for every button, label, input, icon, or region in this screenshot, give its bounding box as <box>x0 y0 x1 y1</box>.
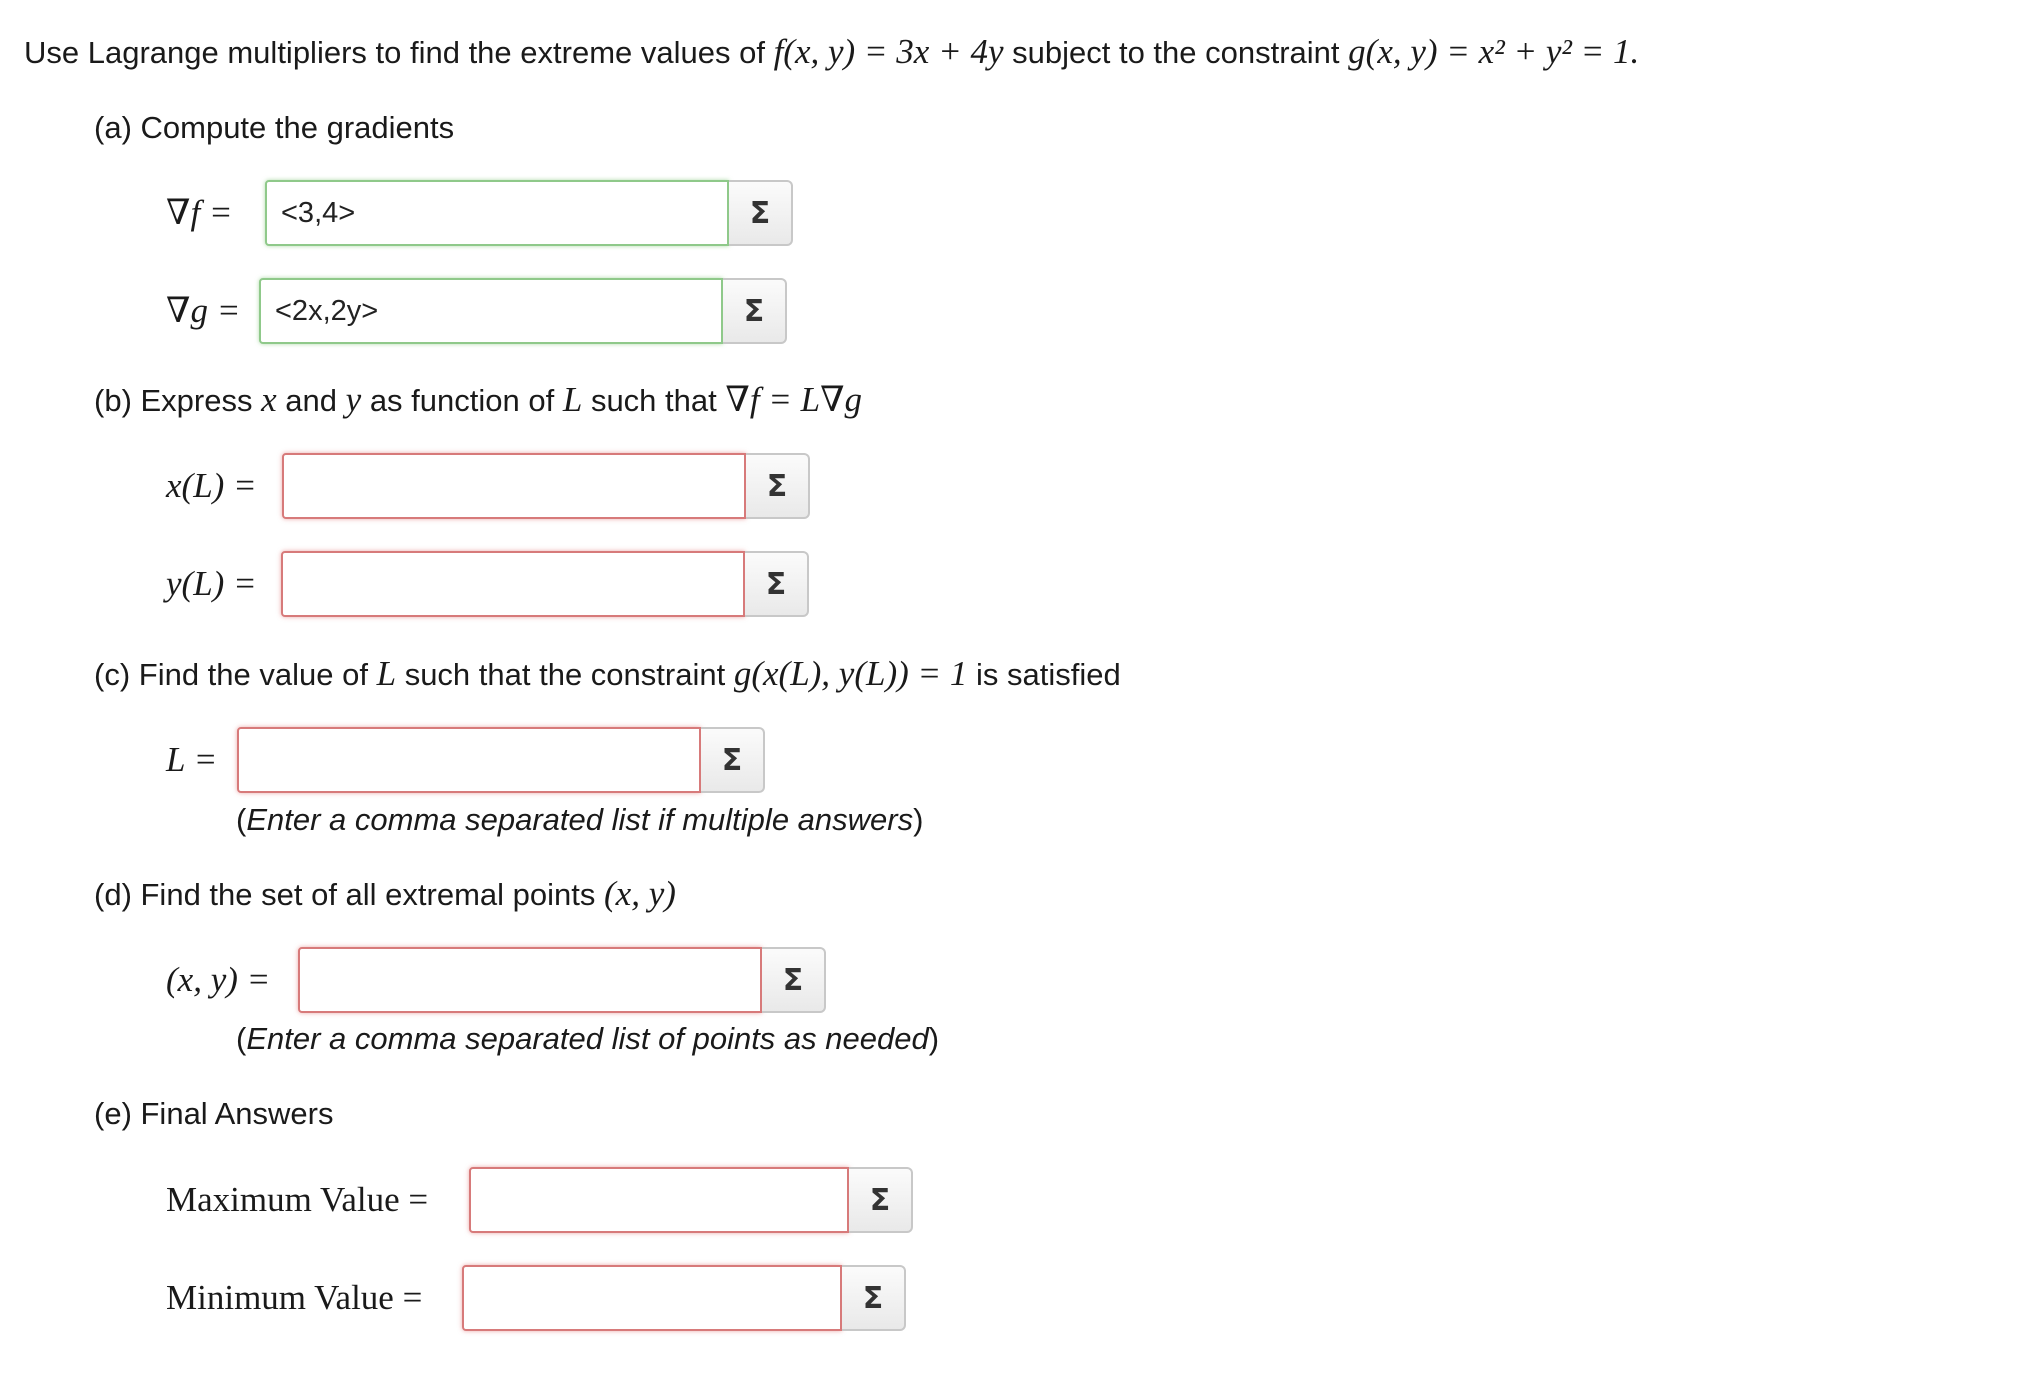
L-hint-text: Enter a comma separated list if multiple answers <box>246 802 914 837</box>
max-value-field <box>469 1167 913 1233</box>
L-label: L = <box>166 740 218 779</box>
xy-label: (x, y) = <box>166 960 271 999</box>
problem-intro: Use Lagrange multipliers to find the extreme values of <box>24 35 765 70</box>
part-e-heading: (e) Final Answers <box>94 1096 334 1131</box>
part-b-heading <box>94 380 862 421</box>
part-b-equation: ∇f = L∇g <box>725 380 863 419</box>
part-c-text-mid: such that the constraint <box>404 657 726 692</box>
part-d-heading <box>94 874 676 915</box>
problem-middle: subject to the constraint <box>1012 35 1340 70</box>
part-c-heading <box>94 654 1121 695</box>
grad-f-label: ∇f = <box>166 193 233 232</box>
xy-field <box>298 947 826 1013</box>
x-of-L-equation-editor-button[interactable]: Σ <box>746 453 810 519</box>
max-value-label: Maximum Value = <box>166 1180 429 1219</box>
L-hint-close: ) <box>913 802 924 837</box>
xy-hint-open: ( <box>236 1021 247 1056</box>
min-value-input[interactable] <box>462 1265 842 1331</box>
xy-input[interactable] <box>298 947 762 1013</box>
xy-hint <box>236 1019 939 1059</box>
part-d-text-pre: (d) Find the set of all extremal points <box>94 877 596 912</box>
L-input[interactable] <box>237 727 701 793</box>
L-hint <box>236 800 923 840</box>
grad-f-field <box>265 180 793 246</box>
x-of-L-field <box>282 453 810 519</box>
xy-hint-text: Enter a comma separated list of points as needed <box>246 1021 929 1056</box>
part-c-text-post: is satisfied <box>976 657 1121 692</box>
min-value-equation-editor-button[interactable]: Σ <box>842 1265 906 1331</box>
part-b-text-pre: (b) Express <box>94 383 253 418</box>
part-a-heading: (a) Compute the gradients <box>94 110 455 145</box>
grad-g-input[interactable] <box>259 278 723 344</box>
L-equation-editor-button[interactable]: Σ <box>701 727 765 793</box>
objective-function: f(x, y) = 3x + 4y <box>773 32 1004 71</box>
part-b-var-L: L <box>562 380 583 419</box>
part-d-point: (x, y) <box>604 874 676 913</box>
max-value-input[interactable] <box>469 1167 849 1233</box>
min-value-label: Minimum Value = <box>166 1278 423 1317</box>
problem-statement <box>24 32 1639 73</box>
xy-equation-editor-button[interactable]: Σ <box>762 947 826 1013</box>
y-of-L-input[interactable] <box>281 551 745 617</box>
grad-g-field <box>259 278 787 344</box>
part-b-var-x: x <box>261 380 277 419</box>
y-of-L-field <box>281 551 809 617</box>
L-field <box>237 727 765 793</box>
part-c-equation: g(x(L), y(L)) = 1 <box>733 654 968 693</box>
part-b-text-such-that: such that <box>590 383 717 418</box>
y-of-L-equation-editor-button[interactable]: Σ <box>745 551 809 617</box>
y-of-L-label: y(L) = <box>166 564 257 603</box>
part-c-text-pre: (c) Find the value of <box>94 657 368 692</box>
xy-hint-close: ) <box>928 1021 940 1056</box>
part-b-var-y: y <box>345 380 362 419</box>
grad-f-equation-editor-button[interactable]: Σ <box>729 180 793 246</box>
part-c-var-L: L <box>376 654 397 693</box>
constraint-function: g(x, y) = x² + y² = 1. <box>1348 32 1640 71</box>
x-of-L-label: x(L) = <box>166 466 257 505</box>
max-value-equation-editor-button[interactable]: Σ <box>849 1167 913 1233</box>
x-of-L-input[interactable] <box>282 453 746 519</box>
min-value-field <box>462 1265 906 1331</box>
L-hint-open: ( <box>236 802 247 837</box>
grad-g-equation-editor-button[interactable]: Σ <box>723 278 787 344</box>
grad-g-label: ∇g = <box>166 291 241 330</box>
grad-f-input[interactable] <box>265 180 729 246</box>
part-b-text-and: and <box>285 383 338 418</box>
part-b-text-mid: as function of <box>369 383 555 418</box>
